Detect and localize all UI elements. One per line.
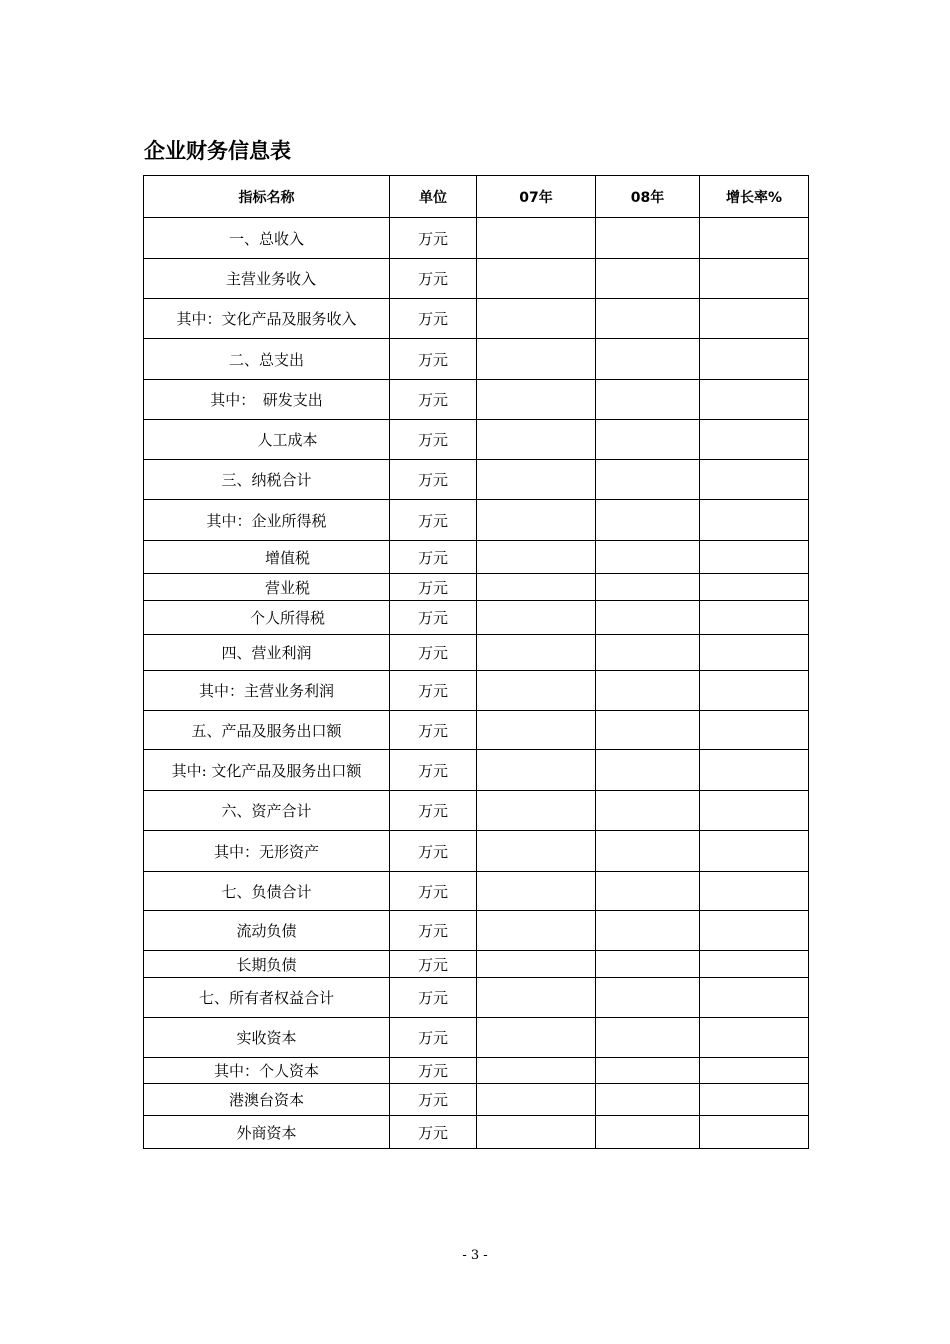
unit-cell: 万元 (390, 420, 477, 460)
indicator-name-cell: 港澳台资本 (144, 1084, 390, 1116)
year-08-cell (596, 635, 700, 671)
year-08-cell (596, 299, 700, 339)
unit-cell: 万元 (390, 601, 477, 635)
table-row (144, 1084, 809, 1116)
unit-cell: 万元 (390, 750, 477, 791)
table-row (144, 831, 809, 872)
indicator-name-cell: 流动负债 (144, 911, 390, 951)
table-row (144, 218, 809, 259)
growth-rate-cell (700, 1058, 809, 1084)
unit-cell: 万元 (390, 1116, 477, 1149)
document-title: 企业财务信息表 (144, 139, 291, 163)
table-row (144, 872, 809, 911)
table-header-row (144, 176, 809, 218)
growth-rate-cell (700, 259, 809, 299)
indicator-name-cell: 其中：文化产品及服务收入 (144, 299, 390, 339)
year-07-cell (477, 380, 596, 420)
table-row (144, 750, 809, 791)
growth-rate-cell (700, 420, 809, 460)
growth-rate-cell (700, 541, 809, 574)
indicator-name-cell: 实收资本 (144, 1018, 390, 1058)
year-08-cell (596, 601, 700, 635)
growth-rate-cell (700, 1084, 809, 1116)
growth-rate-cell (700, 1116, 809, 1149)
indicator-name-cell: 其中： 研发支出 (144, 380, 390, 420)
growth-rate-cell (700, 339, 809, 380)
unit-cell: 万元 (390, 218, 477, 259)
indicator-name-cell: 人工成本 (144, 420, 390, 460)
indicator-name-cell: 七、负债合计 (144, 872, 390, 911)
growth-rate-cell (700, 671, 809, 711)
unit-cell: 万元 (390, 574, 477, 601)
year-08-cell (596, 420, 700, 460)
growth-rate-cell (700, 872, 809, 911)
unit-cell: 万元 (390, 911, 477, 951)
unit-cell: 万元 (390, 500, 477, 541)
table-row (144, 978, 809, 1018)
indicator-name-cell: 其中：个人资本 (144, 1058, 390, 1084)
year-07-cell (477, 500, 596, 541)
year-07-cell (477, 574, 596, 601)
unit-cell: 万元 (390, 1018, 477, 1058)
year-07-cell (477, 299, 596, 339)
year-08-cell (596, 831, 700, 872)
growth-rate-cell (700, 218, 809, 259)
table-row (144, 791, 809, 831)
year-07-cell (477, 711, 596, 750)
indicator-name-cell: 增值税 (144, 541, 390, 574)
table-row (144, 711, 809, 750)
header-year-07: 07年 (477, 176, 596, 218)
year-07-cell (477, 635, 596, 671)
year-07-cell (477, 872, 596, 911)
year-08-cell (596, 1018, 700, 1058)
table-row (144, 574, 809, 601)
year-08-cell (596, 1116, 700, 1149)
table-row (144, 1018, 809, 1058)
growth-rate-cell (700, 911, 809, 951)
year-08-cell (596, 791, 700, 831)
year-08-cell (596, 259, 700, 299)
year-08-cell (596, 380, 700, 420)
unit-cell: 万元 (390, 951, 477, 978)
indicator-name-cell: 七、所有者权益合计 (144, 978, 390, 1018)
unit-cell: 万元 (390, 635, 477, 671)
table-row (144, 671, 809, 711)
year-07-cell (477, 1018, 596, 1058)
unit-cell: 万元 (390, 711, 477, 750)
year-08-cell (596, 218, 700, 259)
unit-cell: 万元 (390, 1084, 477, 1116)
year-07-cell (477, 259, 596, 299)
table-row (144, 460, 809, 500)
growth-rate-cell (700, 574, 809, 601)
growth-rate-cell (700, 951, 809, 978)
unit-cell: 万元 (390, 541, 477, 574)
header-year-08: 08年 (596, 176, 700, 218)
table-row (144, 541, 809, 574)
year-08-cell (596, 541, 700, 574)
growth-rate-cell (700, 500, 809, 541)
year-08-cell (596, 671, 700, 711)
indicator-name-cell: 三、纳税合计 (144, 460, 390, 500)
table-row (144, 380, 809, 420)
year-08-cell (596, 711, 700, 750)
growth-rate-cell (700, 750, 809, 791)
year-08-cell (596, 500, 700, 541)
year-07-cell (477, 750, 596, 791)
growth-rate-cell (700, 601, 809, 635)
table-row (144, 339, 809, 380)
unit-cell: 万元 (390, 831, 477, 872)
unit-cell: 万元 (390, 460, 477, 500)
year-08-cell (596, 978, 700, 1018)
growth-rate-cell (700, 791, 809, 831)
table-row (144, 601, 809, 635)
header-unit: 单位 (390, 176, 477, 218)
year-08-cell (596, 1084, 700, 1116)
indicator-name-cell: 其中: 文化产品及服务出口额 (144, 750, 390, 791)
indicator-name-cell: 二、总支出 (144, 339, 390, 380)
indicator-name-cell: 营业税 (144, 574, 390, 601)
table-row (144, 1116, 809, 1149)
year-08-cell (596, 750, 700, 791)
indicator-name-cell: 五、产品及服务出口额 (144, 711, 390, 750)
year-07-cell (477, 339, 596, 380)
table-row (144, 299, 809, 339)
header-indicator-name: 指标名称 (144, 176, 390, 218)
indicator-name-cell: 其中：企业所得税 (144, 500, 390, 541)
table-row (144, 259, 809, 299)
indicator-name-cell: 外商资本 (144, 1116, 390, 1149)
unit-cell: 万元 (390, 339, 477, 380)
unit-cell: 万元 (390, 1058, 477, 1084)
year-07-cell (477, 978, 596, 1018)
unit-cell: 万元 (390, 380, 477, 420)
unit-cell: 万元 (390, 299, 477, 339)
growth-rate-cell (700, 460, 809, 500)
unit-cell: 万元 (390, 671, 477, 711)
year-08-cell (596, 872, 700, 911)
growth-rate-cell (700, 978, 809, 1018)
year-07-cell (477, 218, 596, 259)
table-row (144, 500, 809, 541)
year-07-cell (477, 1058, 596, 1084)
indicator-name-cell: 其中：主营业务利润 (144, 671, 390, 711)
year-08-cell (596, 460, 700, 500)
year-07-cell (477, 911, 596, 951)
growth-rate-cell (700, 380, 809, 420)
unit-cell: 万元 (390, 259, 477, 299)
header-growth-rate: 增长率% (700, 176, 809, 218)
table-row (144, 911, 809, 951)
growth-rate-cell (700, 1018, 809, 1058)
table-row (144, 420, 809, 460)
year-08-cell (596, 1058, 700, 1084)
table-row (144, 951, 809, 978)
indicator-name-cell: 其中：无形资产 (144, 831, 390, 872)
year-07-cell (477, 831, 596, 872)
unit-cell: 万元 (390, 872, 477, 911)
year-07-cell (477, 1084, 596, 1116)
growth-rate-cell (700, 299, 809, 339)
unit-cell: 万元 (390, 978, 477, 1018)
unit-cell: 万元 (390, 791, 477, 831)
indicator-name-cell: 个人所得税 (144, 601, 390, 635)
year-07-cell (477, 460, 596, 500)
table-row (144, 635, 809, 671)
growth-rate-cell (700, 711, 809, 750)
indicator-name-cell: 主营业务收入 (144, 259, 390, 299)
year-07-cell (477, 601, 596, 635)
year-07-cell (477, 1116, 596, 1149)
page-number: - 3 - (462, 1248, 488, 1263)
indicator-name-cell: 一、总收入 (144, 218, 390, 259)
year-07-cell (477, 671, 596, 711)
year-08-cell (596, 911, 700, 951)
growth-rate-cell (700, 635, 809, 671)
indicator-name-cell: 四、营业利润 (144, 635, 390, 671)
table-row (144, 1058, 809, 1084)
year-08-cell (596, 574, 700, 601)
financial-info-table (143, 175, 809, 1149)
indicator-name-cell: 长期负债 (144, 951, 390, 978)
year-08-cell (596, 339, 700, 380)
year-07-cell (477, 541, 596, 574)
year-07-cell (477, 791, 596, 831)
indicator-name-cell: 六、资产合计 (144, 791, 390, 831)
growth-rate-cell (700, 831, 809, 872)
year-08-cell (596, 951, 700, 978)
year-07-cell (477, 951, 596, 978)
year-07-cell (477, 420, 596, 460)
